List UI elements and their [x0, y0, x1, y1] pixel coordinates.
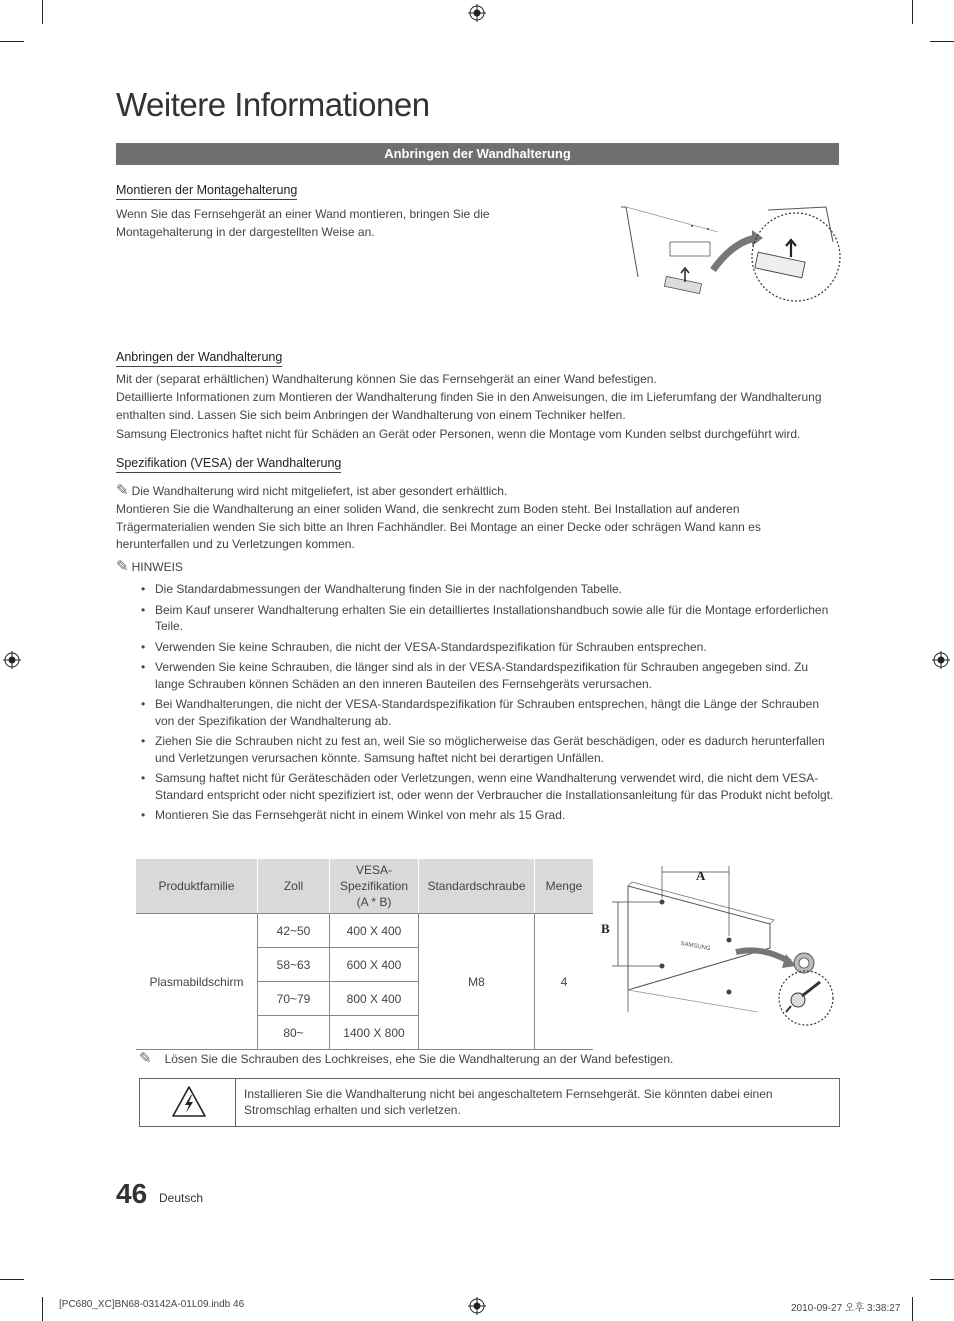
note-pencil-icon: ✎ [116, 482, 129, 499]
crop-mark [930, 1279, 954, 1280]
hinweis-label [116, 557, 183, 575]
table-cell-zoll: 70~79 [258, 982, 330, 1016]
paragraph-wall-mount-3: Samsung Electronics haftet nicht für Schäden an Gerät oder Personen, wenn die Montage vom Kunden selbst durchgeführt wird. [116, 427, 801, 441]
subheading-mounting-bracket: Montieren der Montagehalterung [116, 183, 297, 200]
list-item: • Bei Wandhalterungen, die nicht der VESA-Standardspezifikation für Schrauben entsprechen, hängt die Länge der Schrauben von der Spezifikation der Wandhalterung ab. [138, 696, 838, 729]
table-cell-zoll: 42~50 [258, 914, 330, 948]
bracket-mounting-illustration [618, 202, 842, 316]
page-title: Weitere Informationen [116, 86, 430, 123]
page-language: Deutsch [159, 1191, 204, 1205]
section-banner: Anbringen der Wandhalterung [116, 143, 839, 165]
note-not-included [116, 481, 507, 499]
table-header-cell: Standardschraube [419, 859, 535, 914]
crop-mark [42, 1297, 43, 1321]
subheading-wall-mount: Anbringen der Wandhalterung [116, 350, 282, 367]
table-header-cell: VESA-Spezifikation (A * B) [330, 859, 419, 914]
table-cell-zoll: 58~63 [258, 948, 330, 982]
label-b: B [601, 921, 610, 936]
crop-mark [912, 0, 913, 24]
note-pencil-icon: ✎ [116, 558, 129, 575]
table-header-cell: Zoll [258, 859, 330, 914]
note-loosen-screws [139, 1049, 673, 1067]
table-cell-vesa: 600 X 400 [330, 948, 419, 982]
table-row [136, 914, 593, 948]
note-pencil-icon: ✎ [139, 1050, 152, 1067]
crop-mark [0, 41, 24, 42]
footer-timestamp: 2010-09-27 오후 3:38:27 [791, 1303, 901, 1314]
registration-mark-icon [468, 4, 486, 22]
table-cell-zoll: 80~ [258, 1016, 330, 1050]
footer-file-info: [PC680_XC]BN68-03142A-01L09.indb 46 [59, 1299, 245, 1310]
vesa-dimension-illustration [598, 862, 842, 1030]
subheading-vesa-spec: Spezifikation (VESA) der Wandhalterung [116, 456, 341, 473]
page-number: 46 [116, 1178, 148, 1209]
note-text: Die Wandhalterung wird nicht mitgeliefert, ist aber gesondert erhältlich. [131, 484, 508, 498]
list-item: • Verwenden Sie keine Schrauben, die länger sind als in der VESA-Standardspezifikation für Schrauben angegeben sind. Zu lange Schrauben können Schäden an den inneren Bauteilen des Fernsehgeräts verursachen. [138, 659, 838, 692]
list-item: • Beim Kauf unserer Wandhalterung erhalten Sie ein detailliertes Installationshandbuch sowie alle für die Montage erforderlichen Teile. [138, 602, 838, 635]
list-item: • Ziehen Sie die Schrauben nicht zu fest an, weil Sie so möglicherweise das Gerät beschädigen, oder es dadurch herunterfallen und Verletzungen verursachen könnte. Samsung haftet nicht bei derartigen Unfällen. [138, 733, 838, 766]
hinweis-list [138, 581, 838, 828]
table-header-cell: Produktfamilie [136, 859, 258, 914]
registration-mark-icon [932, 651, 950, 669]
table-cell-family: Plasmabildschirm [136, 914, 258, 1050]
label-a: A [696, 868, 706, 883]
warning-box [139, 1078, 840, 1127]
paragraph-wall-mount-1: Mit der (separat erhältlichen) Wandhalterung können Sie das Fernsehgerät an einer Wand befestigen. [116, 372, 657, 386]
registration-mark-icon [468, 1297, 486, 1315]
electric-shock-warning-icon [171, 1085, 207, 1119]
crop-mark [42, 0, 43, 24]
registration-mark-icon [3, 651, 21, 669]
table-cell-vesa: 1400 X 800 [330, 1016, 419, 1050]
table-header-cell: Menge [535, 859, 594, 914]
crop-mark [930, 41, 954, 42]
list-item: • Samsung haftet nicht für Geräteschäden oder Verletzungen, wenn eine Wandhalterung verwendet wird, die nicht dem VESA-Standard entspricht oder nicht spezifiziert ist, oder wenn der Verbraucher die Installationsanleitung für das Produkt nicht befolgt. [138, 770, 838, 803]
table-cell-screw: M8 [419, 914, 535, 1050]
table-cell-vesa: 400 X 400 [330, 914, 419, 948]
table-cell-vesa: 800 X 400 [330, 982, 419, 1016]
table-cell-qty: 4 [535, 914, 594, 1050]
hinweis-text: HINWEIS [131, 560, 183, 574]
table-header-row [136, 859, 593, 914]
paragraph-mounting-bracket: Wenn Sie das Fernsehgerät an einer Wand montieren, bringen Sie die Montagehalterung in der dargestellten Weise an. [116, 207, 490, 239]
brand-logo: SAMSUNG [679, 940, 711, 953]
paragraph-wall-mount-2: Detaillierte Informationen zum Montieren der Wandhalterung finden Sie in den Anweisungen, die im Lieferumfang der Wandhalterung enthalten sind. Lassen Sie sich beim Anbringen der Wandhalterung von einem Techniker helfen. [116, 390, 822, 422]
warning-icon-cell [140, 1079, 236, 1126]
list-item: • Die Standardabmessungen der Wandhalterung finden Sie in der nachfolgenden Tabelle. [138, 581, 838, 598]
crop-mark [912, 1297, 913, 1321]
crop-mark [0, 1279, 24, 1280]
paragraph-vesa-mount: Montieren Sie die Wandhalterung an einer soliden Wand, die senkrecht zum Boden steht. Bei Installation auf anderen Trägermaterialien wenden Sie sich bitte an Ihren Fachhändler. Bei Montage an einer Decke oder schrägen Wand kann es herunterfallen und zu Verletzungen kommen. [116, 502, 761, 551]
vesa-spec-table [136, 859, 593, 1050]
warning-text: Installieren Sie die Wandhalterung nicht bei angeschaltetem Fernsehgerät. Sie könnten dabei einen Stromschlag erhalten und sich verletzen. [244, 1087, 773, 1117]
note-text: Lösen Sie die Schrauben des Lochkreises, ehe Sie die Wandhalterung an der Wand befestigen. [164, 1052, 674, 1066]
list-item: • Verwenden Sie keine Schrauben, die nicht der VESA-Standardspezifikation für Schrauben entsprechen. [138, 639, 838, 656]
list-item: • Montieren Sie das Fernsehgerät nicht in einem Winkel von mehr als 15 Grad. [138, 807, 838, 824]
